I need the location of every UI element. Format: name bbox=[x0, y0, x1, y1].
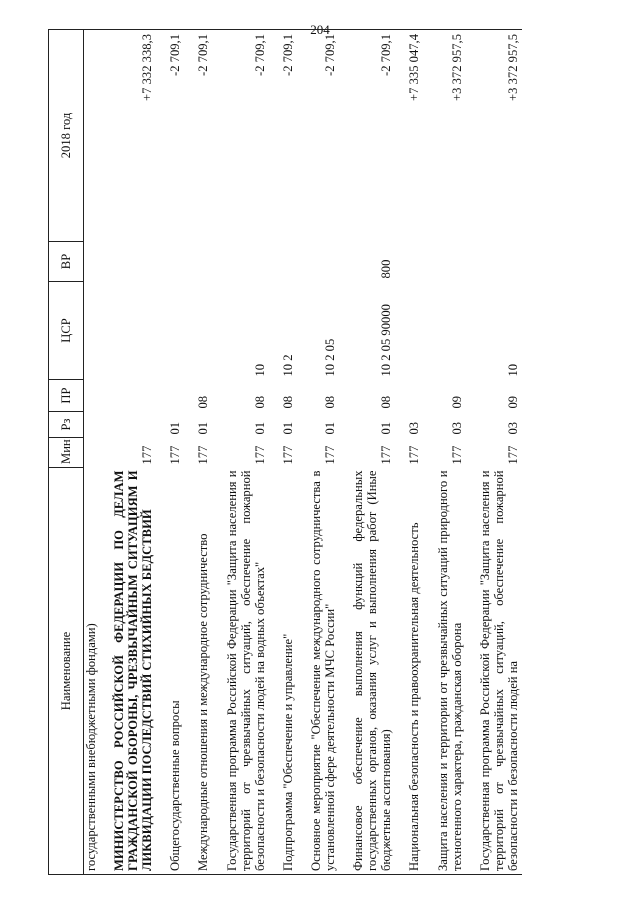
header-vr: ВР bbox=[49, 242, 84, 282]
cell-sum: +3 372 957,5 bbox=[466, 30, 522, 242]
cell-sum: +7 332 338,3 bbox=[100, 30, 156, 242]
cell-csr: 10 bbox=[252, 363, 267, 377]
rotated-table-container bbox=[48, 30, 583, 875]
cell-csr: 10 2 bbox=[280, 354, 295, 377]
cell-pr: 08 bbox=[252, 395, 267, 409]
cell-min: 177 bbox=[252, 445, 267, 465]
cell-name: Защита населения и территории от чрезвычайных ситуаций природного и техногенного характера, гражданская оборона bbox=[424, 468, 466, 875]
cell-vr bbox=[213, 242, 269, 282]
table-body bbox=[84, 30, 522, 875]
cell-name: Государственная программа Российской Федерации "Защита населения и территорий от чрезвычайных ситуаций, обеспечение пожарной безопасности и безопасности людей на водных объектах" bbox=[213, 468, 269, 875]
cell-sum bbox=[84, 30, 101, 242]
cell-min: 177 bbox=[505, 445, 520, 465]
cell-csr bbox=[424, 282, 466, 380]
cell-csr bbox=[395, 282, 423, 380]
cell-pr: 08 bbox=[196, 395, 211, 409]
cell-rz: 01 bbox=[379, 421, 394, 435]
header-min: Мин bbox=[49, 438, 84, 468]
table-row bbox=[424, 30, 466, 875]
header-name: Наименование bbox=[49, 468, 84, 875]
page-number: 204 bbox=[310, 22, 330, 37]
table-row bbox=[297, 30, 339, 875]
cell-vr bbox=[84, 242, 101, 282]
cell-sum: +3 372 957,5 bbox=[424, 30, 466, 242]
table-row bbox=[84, 30, 101, 875]
cell-vr bbox=[156, 242, 184, 282]
cell-vr bbox=[395, 242, 423, 282]
cell-name: Государственная программа Российской Федерации "Защита населения и территорий от чрезвычайных ситуаций, обеспечение пожарной безопасности и безопасности людей на bbox=[466, 468, 522, 875]
header-year: 2018 год bbox=[49, 30, 84, 242]
table-row bbox=[213, 30, 269, 875]
cell-vr bbox=[184, 242, 212, 282]
cell-min: 177 bbox=[168, 445, 183, 465]
cell-rz: 01 bbox=[252, 421, 267, 435]
cell-name: Основное мероприятие "Обеспечение международного сотрудничества в установленной сфере деятельности МЧС России" bbox=[297, 468, 339, 875]
header-csr: ЦСР bbox=[49, 282, 84, 380]
cell-rz: 03 bbox=[505, 421, 520, 435]
cell-rz: 03 bbox=[449, 421, 464, 435]
cell-csr bbox=[100, 282, 156, 380]
cell-sum: -2 709,1 bbox=[339, 30, 395, 242]
cell-csr: 10 2 05 bbox=[323, 338, 338, 377]
cell-min: 177 bbox=[323, 445, 338, 465]
cell-rz: 01 bbox=[196, 421, 211, 435]
cell-min: 177 bbox=[280, 445, 295, 465]
header-pr: ПР bbox=[49, 380, 84, 412]
cell-rz bbox=[100, 412, 156, 438]
cell-csr: 10 2 05 90000 bbox=[379, 304, 394, 377]
cell-vr: 800 bbox=[379, 259, 394, 279]
cell-rz: 01 bbox=[280, 421, 295, 435]
table-row bbox=[466, 30, 522, 875]
table-row bbox=[395, 30, 423, 875]
cell-pr bbox=[395, 380, 423, 412]
cell-vr bbox=[424, 242, 466, 282]
cell-vr bbox=[297, 242, 339, 282]
cell-vr bbox=[269, 242, 297, 282]
table-row bbox=[156, 30, 184, 875]
cell-min: 177 bbox=[407, 445, 422, 465]
cell-vr bbox=[100, 242, 156, 282]
cell-min: 177 bbox=[379, 445, 394, 465]
cell-rz: 01 bbox=[168, 421, 183, 435]
table-row bbox=[184, 30, 212, 875]
cell-sum: -2 709,1 bbox=[213, 30, 269, 242]
header-rz: Рз bbox=[49, 412, 84, 438]
cell-name: Финансовое обеспечение выполнения функций федеральных государственных органов, оказания услуг и выполнения работ (Иные бюджетные ассигнования) bbox=[339, 468, 395, 875]
cell-name: Международные отношения и международное сотрудничество bbox=[184, 468, 212, 875]
header-row bbox=[49, 30, 84, 875]
cell-rz: 01 bbox=[323, 421, 338, 435]
cell-name: Национальная безопасность и правоохранительная деятельность bbox=[395, 468, 423, 875]
cell-name: Подпрограмма "Обеспечение и управление" bbox=[269, 468, 297, 875]
table-row bbox=[100, 30, 156, 875]
cell-sum: +7 335 047,4 bbox=[395, 30, 423, 242]
cell-pr bbox=[84, 380, 101, 412]
cell-sum: -2 709,1 bbox=[269, 30, 297, 242]
table-row bbox=[339, 30, 395, 875]
cell-pr: 09 bbox=[505, 395, 520, 409]
cell-min: 177 bbox=[196, 445, 211, 465]
cell-pr: 08 bbox=[280, 395, 295, 409]
cell-vr bbox=[466, 242, 522, 282]
cell-csr bbox=[156, 282, 184, 380]
cell-csr bbox=[184, 282, 212, 380]
cell-name: государственными внебюджетными фондами) bbox=[84, 468, 101, 875]
cell-rz: 03 bbox=[407, 421, 422, 435]
cell-sum: -2 709,1 bbox=[184, 30, 212, 242]
cell-min: 177 bbox=[449, 445, 464, 465]
cell-pr: 09 bbox=[449, 395, 464, 409]
cell-name: Общегосударственные вопросы bbox=[156, 468, 184, 875]
cell-sum: -2 709,1 bbox=[156, 30, 184, 242]
cell-csr bbox=[84, 282, 101, 380]
table-row bbox=[269, 30, 297, 875]
cell-pr bbox=[100, 380, 156, 412]
cell-csr: 10 bbox=[505, 363, 520, 377]
cell-pr: 08 bbox=[323, 395, 338, 409]
cell-name: МИНИСТЕРСТВО РОССИЙСКОЙ ФЕДЕРАЦИИ ПО ДЕЛАМ ГРАЖДАНСКОЙ ОБОРОНЫ, ЧРЕЗВЫЧАЙНЫМ СИТУАЦИЯМ И ЛИКВИДАЦИИ ПОСЛЕДСТВИЙ СТИХИЙНЫХ БЕДСТВИЙ bbox=[100, 468, 156, 875]
budget-table bbox=[48, 29, 522, 875]
cell-sum: -2 709,1 bbox=[297, 30, 339, 242]
cell-pr bbox=[156, 380, 184, 412]
cell-min: 177 bbox=[140, 445, 155, 465]
cell-min bbox=[84, 438, 101, 468]
cell-pr: 08 bbox=[379, 395, 394, 409]
cell-rz bbox=[84, 412, 101, 438]
